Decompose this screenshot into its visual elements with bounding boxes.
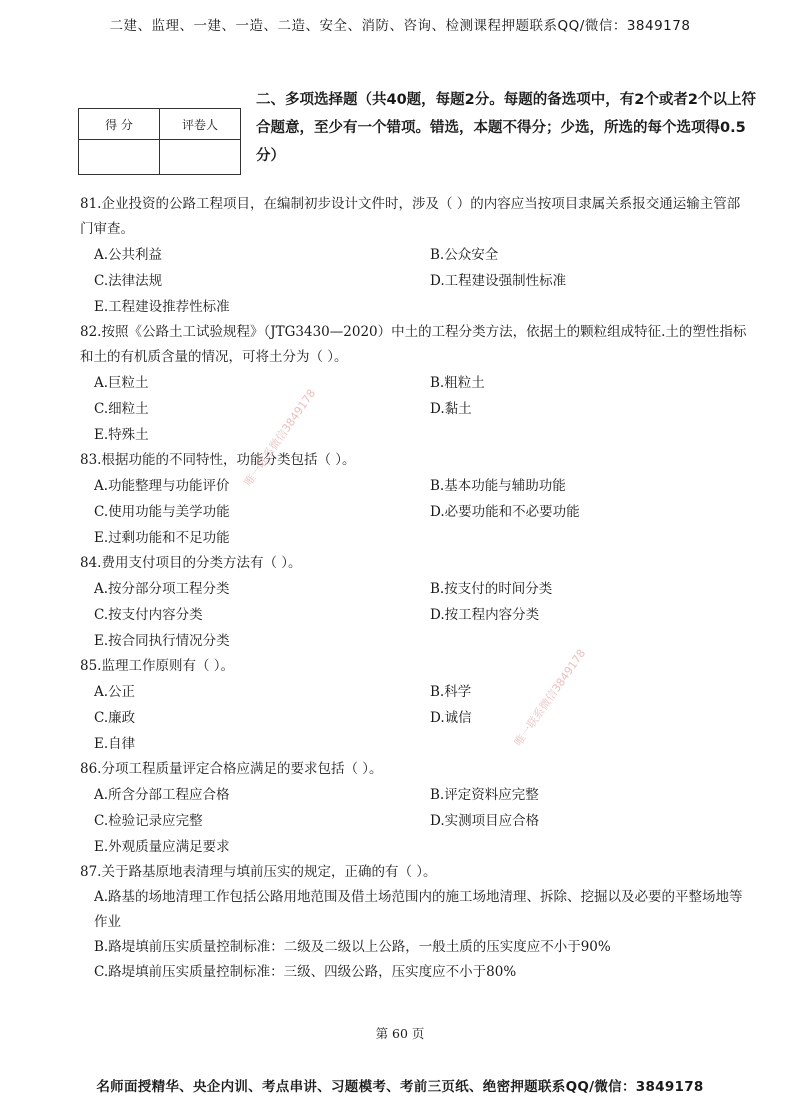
top-contact-banner: 二建、监理、一建、一造、二造、安全、消防、咨询、检测课程押题联系QQ/微信：3849178 [109,18,691,34]
question-stem: 82.按照《公路土工试验规程》（JTG3430—2020）中土的工程分类方法，依据土的颗粒组成特征.土的塑性指标和土的有机质含量的情况，可将土分为（ ）。 [80,324,747,365]
option-e: E.外观质量应满足要求 [94,839,230,855]
score-header: 得 分 [79,109,160,140]
bottom-contact-banner: 名师面授精华、央企内训、考点串讲、习题模考、考前三页纸、绝密押题联系QQ/微信：3849178 [96,1079,704,1095]
question-83 [80,448,752,551]
option-d: D.实测项目应合格 [430,813,540,829]
grader-header: 评卷人 [160,109,241,140]
option-a: A.公共利益 [94,247,163,263]
option-e: E.按合同执行情况分类 [94,633,230,649]
option-d: D.工程建设强制性标准 [430,273,567,289]
option-b: B.路堤填前压实质量控制标准：二级及二级以上公路，一般土质的压实度应不小于90% [94,939,611,955]
question-81 [80,192,752,320]
question-stem: 87.关于路基原地表清理与填前压实的规定，正确的有（ ）。 [80,864,437,880]
question-87 [80,860,752,985]
option-a: A.巨粒土 [94,375,149,391]
option-b: B.评定资料应完整 [430,787,539,803]
option-c: C.路堤填前压实质量控制标准：三级、四级公路，压实度应不小于80% [94,964,517,980]
option-d: D.按工程内容分类 [430,607,540,623]
option-e: E.特殊土 [94,427,149,443]
option-b: B.按支付的时间分类 [430,581,553,597]
question-stem: 85.监理工作原则有（ ）。 [80,658,235,674]
option-a: A.按分部分项工程分类 [94,581,230,597]
option-d: D.黏土 [430,401,472,417]
option-b: B.公众安全 [430,247,499,263]
question-stem: 86.分项工程质量评定合格应满足的要求包括（ ）。 [80,761,383,777]
question-stem: 81.企业投资的公路工程项目，在编制初步设计文件时，涉及（ ）的内容应当按项目隶属关系报交通运输主管部门审查。 [80,196,741,237]
option-e: E.工程建设推荐性标准 [94,299,230,315]
question-stem: 83.根据功能的不同特性，功能分类包括（ ）。 [80,452,356,468]
option-e: E.过剩功能和不足功能 [94,530,230,546]
option-a: A.公正 [94,684,136,700]
option-c: C.检验记录应完整 [94,813,203,829]
option-a: A.所含分部工程应合格 [94,787,230,803]
question-82 [80,320,752,448]
question-84 [80,551,752,654]
option-b: B.基本功能与辅助功能 [430,478,566,494]
watermark-1: 唯一联系微信3849178 [241,386,319,489]
option-c: C.细粒土 [94,401,149,417]
option-e: E.自律 [94,736,136,752]
option-c: C.使用功能与美学功能 [94,504,230,520]
score-table [78,108,241,175]
score-cell [79,140,160,175]
option-c: C.廉政 [94,710,136,726]
question-stem: 84.费用支付项目的分类方法有（ ）。 [80,555,302,571]
question-86 [80,757,752,860]
question-85 [80,654,752,757]
option-b: B.粗粒土 [430,375,485,391]
option-d: D.必要功能和不必要功能 [430,504,580,520]
option-d: D.诚信 [430,710,472,726]
watermark-2: 唯一联系微信3849178 [511,646,589,749]
page-number: 第 60 页 [375,1026,425,1041]
grader-cell [160,140,241,175]
section-heading: 二、多项选择题（共40题，每题2分。每题的备选项中，有2个或者2个以上符合题意，至少有一个错项。错选，本题不得分；少选，所选的每个选项得0.5分） [256,92,756,164]
option-c: C.法律法规 [94,273,163,289]
option-a: A.路基的场地清理工作包括公路用地范围及借土场范围内的施工场地清理、拆除、挖掘以及必要的平整场地等作业 [94,889,743,930]
option-c: C.按支付内容分类 [94,607,203,623]
question-list [80,192,752,985]
option-a: A.功能整理与功能评价 [94,478,230,494]
option-b: B.科学 [430,684,472,700]
